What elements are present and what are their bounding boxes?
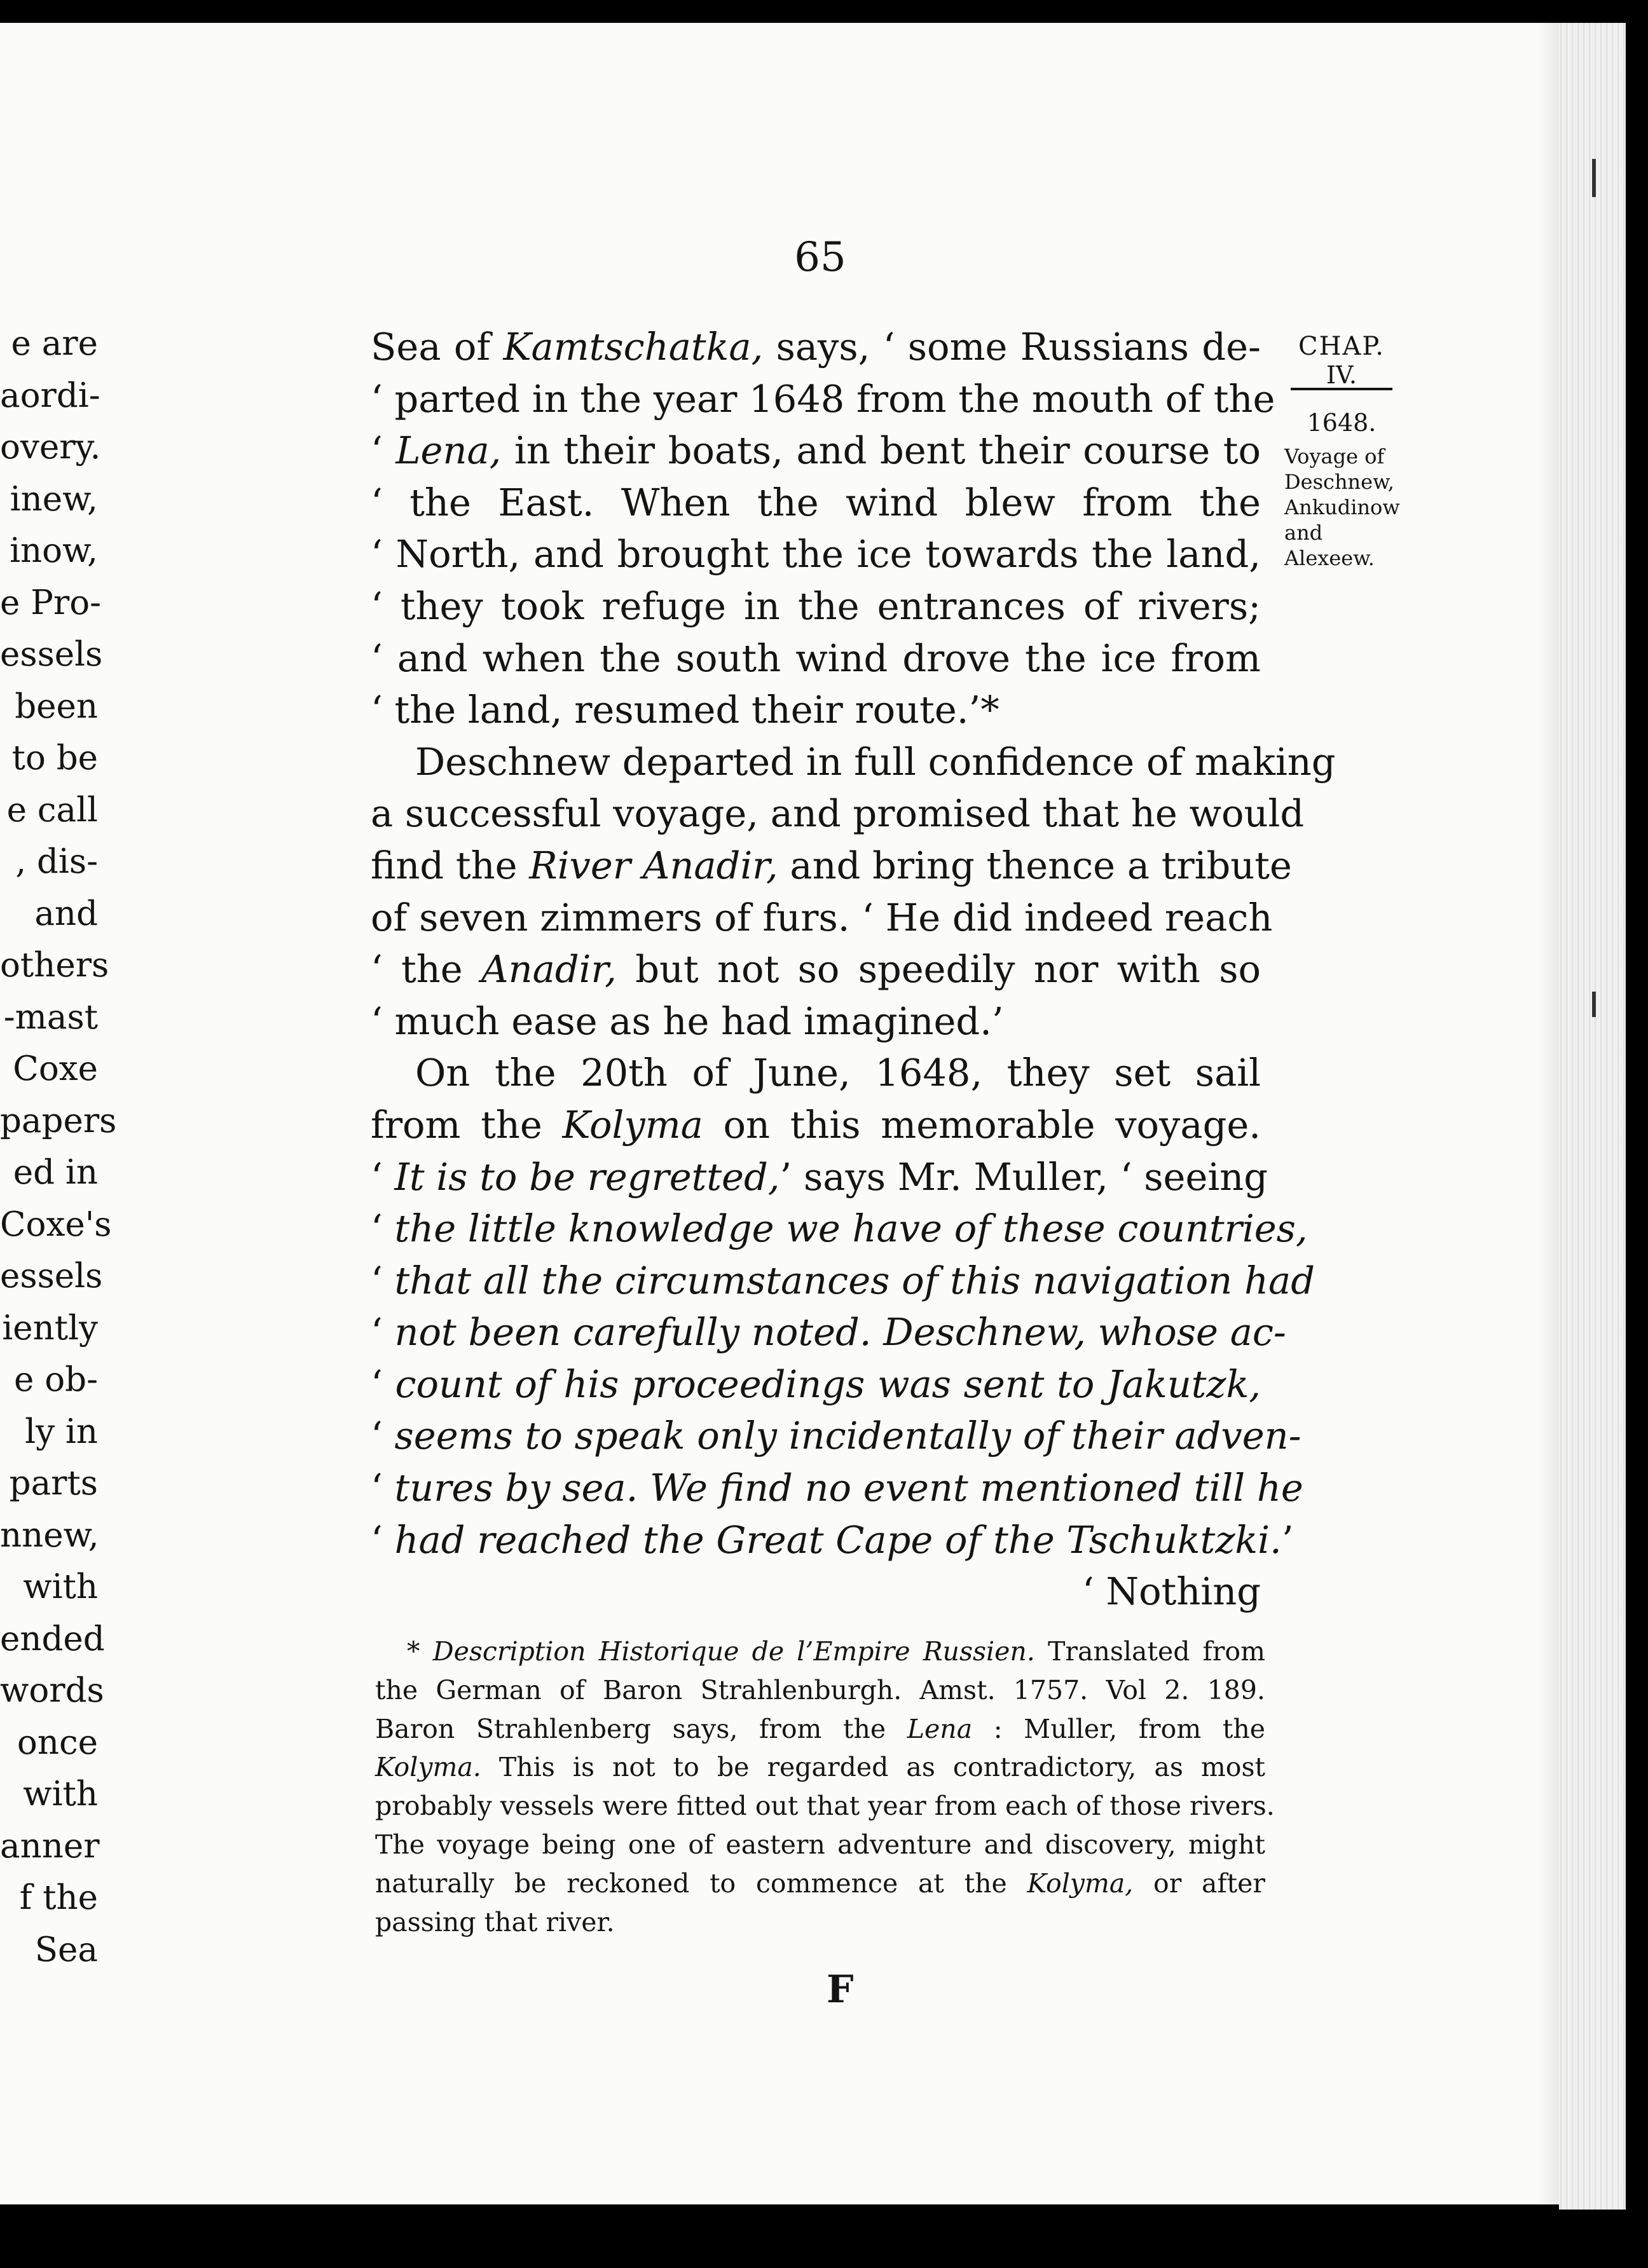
body-line: Deschnew departed in full confidence of making	[415, 739, 1336, 784]
italic-text: tures by sea. We find no event mentioned till he	[394, 1466, 1303, 1510]
body-line: ‘ Lena, in their boats, and bent their course to	[371, 428, 1261, 473]
page-block-edge	[1559, 23, 1626, 2210]
left-page-line: been	[15, 687, 98, 726]
left-page-line: with	[23, 1568, 98, 1606]
left-page-line: , dis-	[15, 842, 98, 881]
footnote-line: probably vessels were fitted out that year from each of those rivers.	[375, 1791, 1275, 1822]
left-page-line: to be	[11, 739, 98, 777]
left-page-line: f the	[19, 1878, 98, 1917]
footnote-line: the German of Baron Strahlenburgh. Amst. 1757. Vol 2. 189.	[375, 1674, 1265, 1705]
body-line: ‘ tures by sea. We find no event mentioned till he	[371, 1466, 1303, 1510]
left-page-line: -mast	[3, 997, 98, 1037]
left-page-line: ended	[0, 1619, 105, 1658]
body-line: ‘ It is to be regretted,’ says Mr. Muller, ‘ seeing	[371, 1154, 1268, 1199]
body-line: ‘ the little knowledge we have of these countries,	[371, 1206, 1308, 1251]
left-page-line: nnew,	[0, 1515, 99, 1555]
margin-note-line: Alexeew.	[1284, 546, 1375, 570]
body-line: ‘ seems to speak only incidentally of their adven-	[371, 1414, 1301, 1458]
margin-note-lines	[1281, 444, 1402, 571]
left-page-line: e Pro-	[0, 583, 102, 622]
body-line: ‘ the East. When the wind blew from the	[371, 480, 1261, 524]
page-edge-shadow	[1537, 23, 1560, 2210]
footnote-line: Baron Strahlenberg says, from the Lena : Muller, from the	[375, 1713, 1265, 1744]
left-page-fragments	[0, 318, 117, 2072]
footnote-line: naturally be reckoned to commence at the Kolyma, or after	[375, 1868, 1265, 1899]
margin-year: 1648.	[1307, 409, 1377, 437]
italic-text: not been carefully noted. Deschnew, whose ac-	[394, 1310, 1286, 1355]
margin-chap: CHAP.	[1298, 332, 1385, 361]
body-line: ‘ count of his proceedings was sent to Jakutzk,	[371, 1362, 1261, 1406]
italic-text: Kolyma.	[375, 1752, 481, 1783]
italic-text: River Anadir,	[529, 843, 778, 887]
italic-text: count of his proceedings was sent to Jakutzk,	[395, 1362, 1261, 1406]
footnote-line: Kolyma. This is not to be regarded as contradictory, as most	[375, 1752, 1265, 1783]
catchword: ‘ Nothing	[1082, 1569, 1261, 1614]
margin-note-line: Ankudinow	[1284, 495, 1400, 519]
left-page-line: essels	[0, 1257, 103, 1295]
left-page-line: ly in	[25, 1412, 98, 1451]
left-page-line: ed in	[13, 1153, 98, 1192]
italic-text: that all the circumstances of this navigation had	[394, 1258, 1315, 1302]
margin-note-line: Deschnew,	[1284, 470, 1394, 494]
margin-note	[1281, 331, 1402, 571]
italic-text: Lena	[907, 1713, 973, 1744]
left-page-line: once	[17, 1723, 98, 1762]
body-line: ‘ not been carefully noted. Deschnew, whose ac-	[371, 1310, 1286, 1355]
body-line: ‘ parted in the year 1648 from the mouth of the	[371, 376, 1275, 421]
body-line: On the 20th of June, 1648, they set sail	[415, 1051, 1261, 1095]
left-page-line: inew,	[10, 479, 98, 519]
left-page-line: with	[23, 1775, 98, 1814]
left-page-line: Coxe	[13, 1049, 98, 1088]
body-line: ‘ the Anadir, but not so speedily nor with so	[371, 947, 1261, 992]
left-page-line: aordi-	[0, 376, 100, 415]
margin-note-line: and	[1284, 521, 1323, 545]
italic-text: Description Historique de l’Empire Russien.	[432, 1636, 1035, 1667]
left-page-line: iently	[2, 1308, 98, 1348]
footnote	[375, 1632, 1275, 1941]
margin-note-line: Voyage of	[1284, 444, 1385, 468]
body-line: Sea of Kamtschatka, says, ‘ some Russians de-	[371, 325, 1261, 369]
left-page-line: others	[0, 946, 109, 985]
body-line: find the River Anadir, and bring thence a tribute	[371, 843, 1292, 887]
body-line: a successful voyage, and promised that he would	[371, 791, 1305, 836]
italic-text: had reached the Great Cape of the Tschuktzki.	[394, 1517, 1282, 1562]
left-page-line: Coxe's	[0, 1205, 112, 1244]
italic-text: seems to speak only incidentally of their adven-	[394, 1414, 1301, 1458]
footnote-line: * Description Historique de l’Empire Russien. Translated from	[407, 1636, 1265, 1667]
body-line: ‘ North, and brought the ice towards the land,	[371, 532, 1261, 577]
body-line: from the Kolyma on this memorable voyage.	[371, 1102, 1261, 1147]
left-page-line: essels	[0, 635, 103, 674]
body-line: ‘ had reached the Great Cape of the Tschuktzki.	[371, 1517, 1282, 1562]
body-line: of seven zimmers of furs. ‘ He did indeed reach	[371, 895, 1273, 939]
left-page-line: Sea	[34, 1930, 98, 1969]
left-page-line: words	[0, 1671, 104, 1710]
left-page-line: and	[34, 894, 98, 933]
body-line: ‘ and when the south wind drove the ice from	[371, 636, 1261, 680]
italic-text: the little knowledge we have of these countries,	[394, 1206, 1308, 1251]
left-page-line: parts	[9, 1464, 98, 1503]
italic-text: It is to be regretted,	[394, 1154, 780, 1199]
edge-mark	[1592, 992, 1596, 1017]
left-page-line: e are	[11, 324, 98, 363]
margin-chap-number: IV.	[1291, 362, 1392, 390]
footnote-line: The voyage being one of eastern adventure and discovery, might	[375, 1829, 1265, 1860]
body-line: ‘ that all the circumstances of this navigation had	[371, 1258, 1315, 1302]
italic-text: Kolyma	[562, 1102, 703, 1147]
italic-text: Anadir,	[481, 947, 617, 992]
body-line: ‘ the land, resumed their route.’*	[371, 688, 999, 732]
left-page-line: e call	[6, 790, 98, 830]
signature-mark: F	[827, 1967, 854, 2012]
italic-text: Lena,	[395, 428, 502, 473]
edge-mark	[1592, 159, 1596, 197]
left-page-line: e ob-	[14, 1360, 98, 1399]
left-page-line: overy.	[0, 428, 101, 467]
left-page-line: inow,	[10, 531, 98, 570]
footnote-line: passing that river.	[375, 1906, 615, 1937]
page-number: 65	[794, 234, 846, 281]
italic-text: Kamtschatka,	[503, 325, 764, 369]
body-line: ‘ much ease as he had imagined.’	[371, 999, 1004, 1043]
italic-text: Kolyma,	[1027, 1868, 1134, 1899]
left-page-line: anner	[0, 1826, 100, 1866]
left-page-line: papers	[0, 1101, 117, 1140]
body-line: ‘ they took refuge in the entrances of rivers;	[371, 584, 1261, 628]
